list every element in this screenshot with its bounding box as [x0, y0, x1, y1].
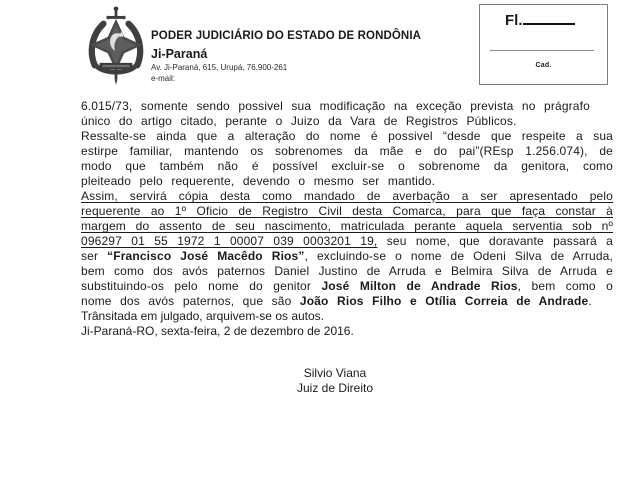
text-segment: . [588, 294, 592, 308]
header-address: Av. Ji-Paraná, 615, Urupá, 76.900-261 [151, 63, 288, 72]
body-paragraph-1: 6.015/73, somente sendo possivel sua modificação na exceção prevista no prágrafo único do artigo citado, perante o Juizo da Vara de Registros Públicos. [81, 99, 590, 128]
date-line: Ji-Paraná-RO, sexta-feira, 2 de dezembro de 2016. [81, 324, 354, 338]
closing-line: Trânsitada em julgado, arquivem-se os autos. [81, 309, 325, 323]
text-segment: seu nome, que doravante passará a ser [81, 234, 613, 263]
letterhead [151, 30, 421, 83]
header-title: PODER JUDICIÁRIO DO ESTADO DE RONDÔNIA [151, 30, 422, 42]
folio-blank-line [523, 10, 575, 25]
signature-role: Juiz de Direito [296, 381, 374, 395]
document-body [81, 99, 613, 396]
header-subtitle: Ji-Paraná [151, 47, 208, 61]
rondonia-coat-of-arms-icon [87, 5, 145, 87]
body-paragraph-2: Ressalte-se ainda que a alteração do nome é possivel “desde que respeite a sua estirpe familiar, mantendo os sobrenomes da mãe e do pai”(REsp 1.256.074), de modo que também não é possível excluir-se o sobrenome da genitora, como pleiteado pelo requerente, devendo o mesmo ser mantido. [81, 129, 613, 188]
text-segment: José Milton de Andrade Rios [321, 279, 518, 293]
folio-label-row [505, 10, 575, 29]
body-paragraph-3 [81, 189, 613, 309]
text-segment: “Francisco José Macêdo Rios” [107, 249, 305, 263]
signature-name: Silvio Viana [303, 366, 367, 380]
folio-label: Fl. [505, 12, 523, 29]
signature-block [69, 366, 601, 396]
text-segment: , excluindo-se o nome de Odeni Silva de Arruda, bem como dos avós paternos Daniel Justino de Arruda e Belmira Silva de Arruda e substituindo-os pelo nome do genitor [81, 249, 613, 293]
folio-divider-line [490, 50, 594, 51]
text-segment: João Rios Filho e Otília Correia de Andrade [299, 294, 589, 308]
folio-cad-label: Cad. [535, 62, 552, 69]
header-email-label: e-mail: [151, 74, 176, 83]
folio-box [479, 4, 608, 85]
text-segment: , bem como o nome dos avós paternos, que são [81, 279, 614, 308]
text-segment: Assim, servirá cópia desta como mandado de averbação a ser apresentado pelo requerente ao 1º Oficio de Registro Civil desta Comarca, para que faça constar à margem do assento de seu nascimento, matriculada perante aquela serventia sob nº 096297 01 55 1972 1 00007 039 0003201 19, [81, 189, 613, 248]
